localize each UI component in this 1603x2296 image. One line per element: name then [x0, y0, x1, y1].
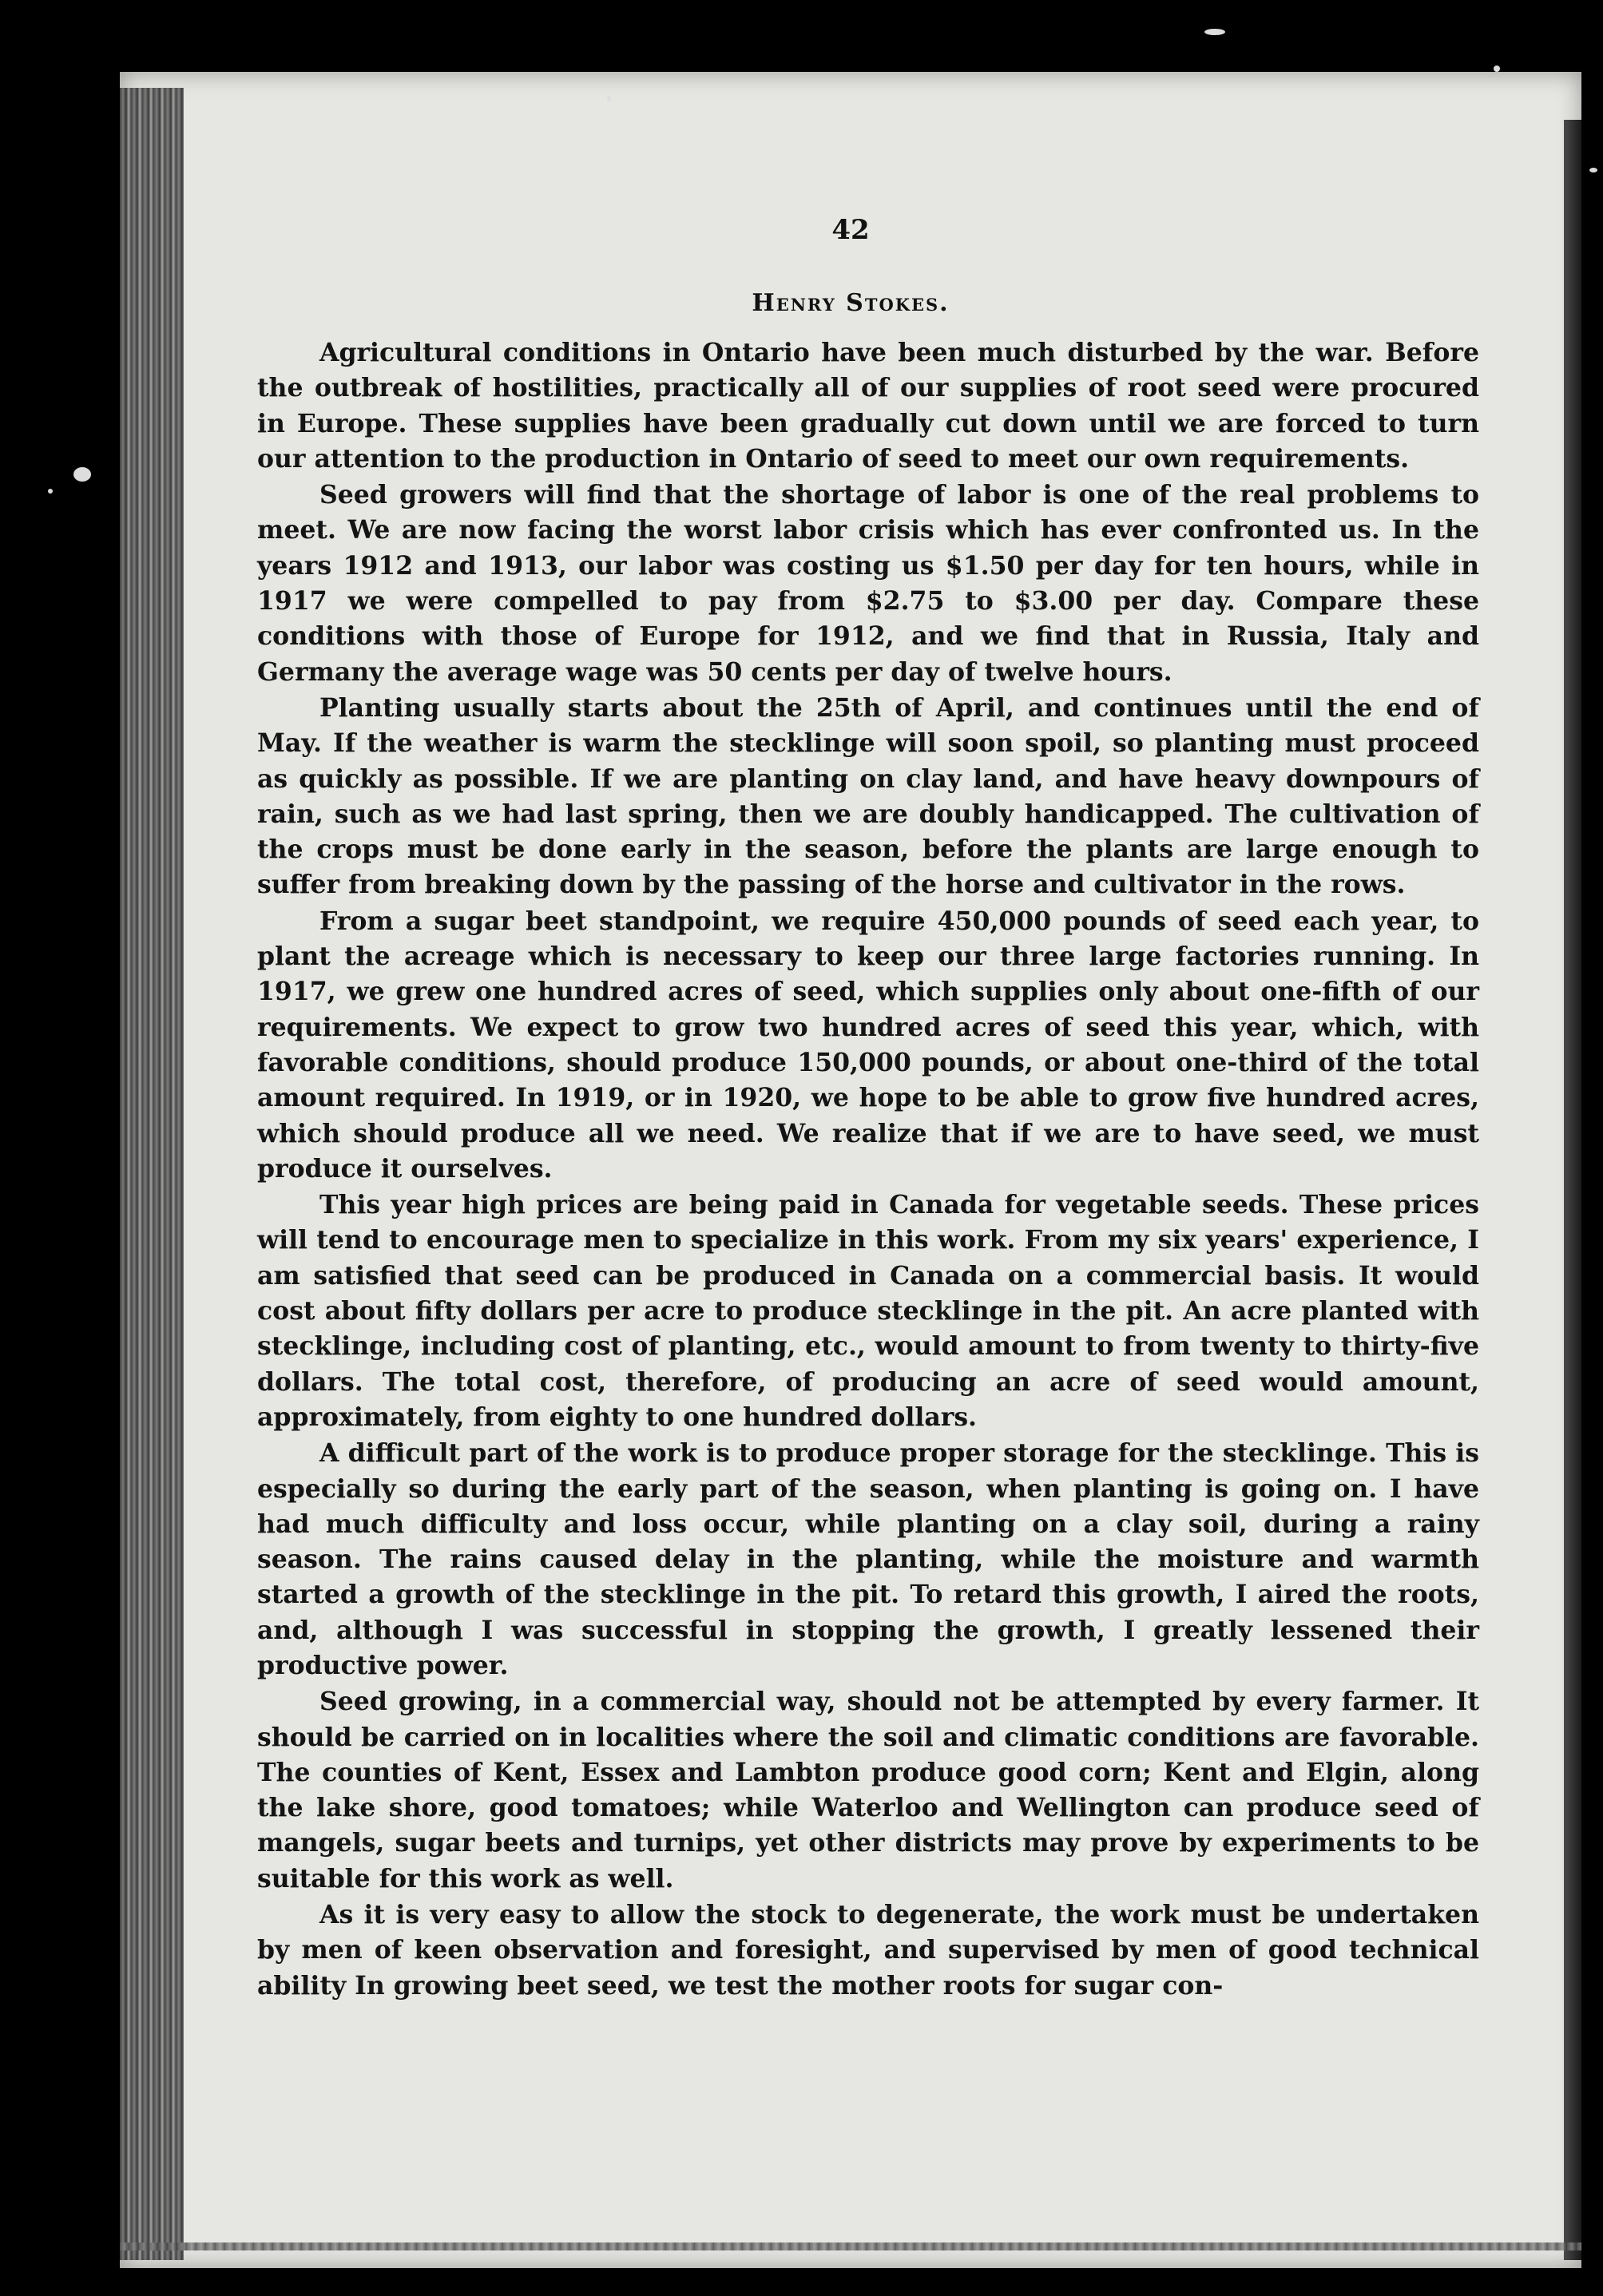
paragraph: Planting usually starts about the 25th of April, and continues until the end of May. If the weather is warm the stecklinge will soon spoil, so planting must proceed as quickly as possible. If we are planting on clay land, and have heavy downpours of rain, such as we had last spring, then we are doubly handicapped. The cultivation of the crops must be done early in the season, before the plants are large enough to suffer from breaking down by the passing of the horse and cultivator in the rows. [257, 692, 1479, 900]
paragraph: Agricultural conditions in Ontario have been much disturbed by the war. Before the outbreak of hostilities, practically all of our supplies of root seed were procured in Europe. These supplies have been gradually cut down until we are forced to turn our attention to the production in Ontario of seed to meet our own requirements. [257, 338, 1479, 474]
dust-speck [1204, 29, 1225, 35]
dust-speck [1494, 65, 1500, 72]
paragraph: Seed growing, in a commercial way, should not be attempted by every farmer. It should be carried on in localities where the soil and climatic conditions are favorable. The counties of Kent, Essex and Lambton produce good corn; Kent and Elgin, along the lake shore, good tomatoes; while Waterloo and Wellington can produce seed of mangels, sugar beets and turnips, yet other districts may prove by experiments to be suitable for this work as well. [257, 1687, 1479, 1894]
dust-speck [48, 489, 53, 494]
page-right-edge [1564, 120, 1581, 2260]
paragraph: This year high prices are being paid in Canada for vegetable seeds. These prices will tend to encourage men to specialize in this work. From my six years' experience, I am satisfied that seed can be produced in Canada on a commercial basis. It would cost about fifty dollars per acre to produce stecklinge in the pit. An acre planted with stecklinge, including cost of planting, etc., would amount to from twenty to thirty-five dollars. The total cost, therefore, of producing an acre of seed would amount, approximately, from eighty to one hundred dollars. [257, 1190, 1479, 1432]
dust-speck [607, 96, 611, 101]
page-number: 42 [831, 214, 870, 246]
page-binding-edge [120, 88, 184, 2260]
dust-speck [1589, 168, 1597, 172]
paragraph: Seed growers will find that the shortage of labor is one of the real problems to meet. We are now facing the worst labor crisis which has ever confronted us. In the years 1912 and 1913, our labor was costing us $1.50 per day for ten hours, while in 1917 we were compelled to pay from $2.75 to $3.00 per day. Compare these conditions with those of Europe for 1912, and we find that in Russia, Italy and Germany the average wage was 50 cents per day of twelve hours. [257, 480, 1479, 687]
book-page [120, 72, 1581, 2268]
body-text [257, 335, 1479, 2005]
paragraph: From a sugar beet standpoint, we require 450,000 pounds of seed each year, to plant the acreage which is necessary to keep our three large factories running. In 1917, we grew one hundred acres of seed, which supplies only about one-fifth of our requirements. We expect to grow two hundred acres of seed this year, which, with favorable conditions, should produce 150,000 pounds, or about one-third of the total amount required. In 1919, or in 1920, we hope to be able to grow five hundred acres, which should produce all we need. We realize that if we are to have seed, we must produce it ourselves. [257, 906, 1479, 1184]
dust-speck [73, 467, 91, 482]
paragraph: As it is very easy to allow the stock to degenerate, the work must be undertaken by men of keen observation and foresight, and supervised by men of good technical ability In growing beet seed, we test the mother roots for sugar con- [257, 1900, 1479, 2001]
section-heading: Henry Stokes. [752, 289, 950, 317]
paragraph: A difficult part of the work is to produce proper storage for the stecklinge. This is especially so during the early part of the season, when planting is going on. I have had much difficulty and loss occur, while planting on a clay soil, during a rainy season. The rains caused delay in the planting, while the moisture and warmth started a growth of the stecklinge in the pit. To retard this growth, I aired the roots, and, although I was successful in stopping the growth, I greatly lessened their productive power. [257, 1438, 1479, 1680]
page-bottom-edge [120, 2242, 1581, 2250]
